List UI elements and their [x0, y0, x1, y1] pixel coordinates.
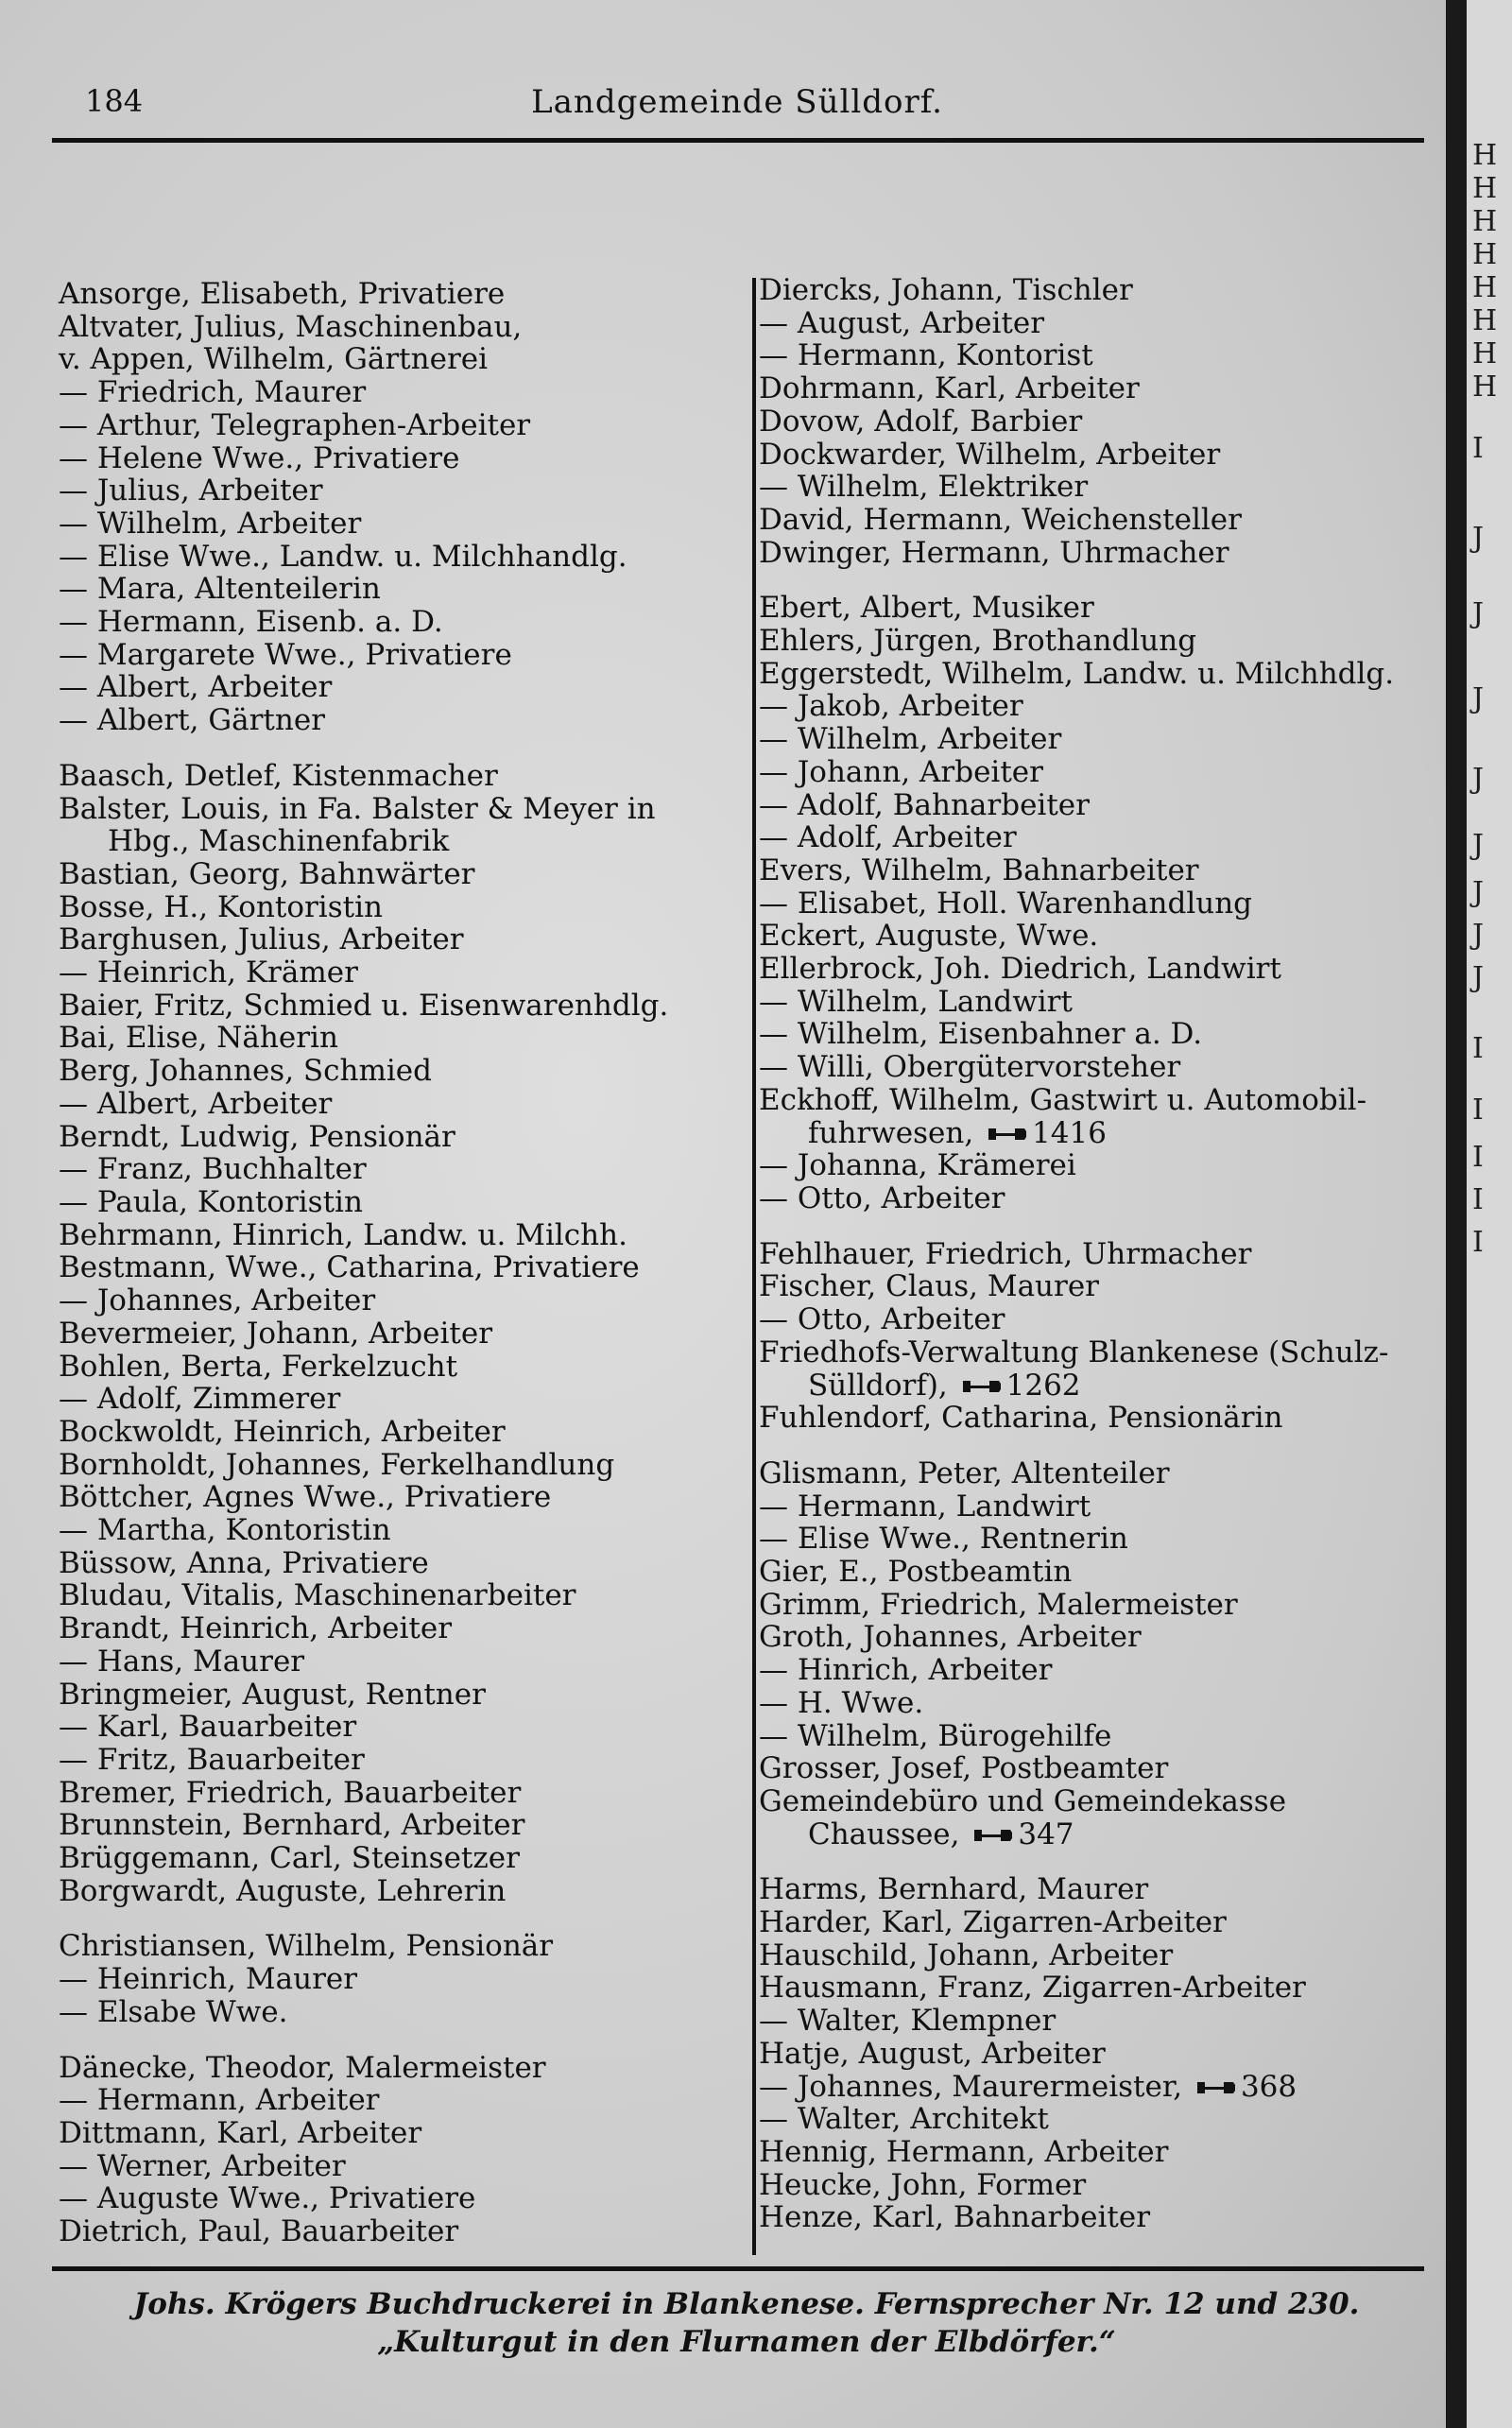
directory-entry [759, 789, 1449, 822]
entry-text: — Johannes, Arbeiter [59, 1283, 376, 1318]
directory-entry [59, 990, 739, 1023]
directory-entry [59, 1645, 739, 1679]
entry-text: Dwinger, Hermann, Uhrmacher [759, 535, 1229, 570]
entry-text: — Julius, Arbeiter [59, 474, 323, 508]
directory-entry [59, 1449, 739, 1482]
directory-entry [59, 409, 739, 442]
directory-entry [59, 1842, 739, 1875]
right-column [759, 274, 1449, 2234]
directory-entry [59, 376, 739, 409]
phone-number: 368 [1240, 2069, 1297, 2104]
directory-entry [59, 1251, 739, 1284]
directory-entry [759, 1906, 1449, 1939]
directory-entry [759, 1654, 1449, 1687]
directory-entry [759, 1149, 1449, 1182]
spine-letter: J [1472, 829, 1485, 862]
directory-entry [59, 508, 739, 541]
entry-text: — Paula, Kontoristin [59, 1184, 363, 1219]
directory-entry [759, 1523, 1449, 1556]
directory-entry [59, 891, 739, 924]
entry-text: Bestmann, Wwe., Catharina, Privatiere [59, 1250, 640, 1285]
entry-text: Baasch, Detlef, Kistenmacher [59, 758, 498, 793]
directory-entry [759, 1589, 1449, 1622]
entry-text: Henze, Karl, Bahnarbeiter [759, 2200, 1151, 2235]
entry-text: — Johanna, Krämerei [759, 1148, 1076, 1183]
directory-entry [759, 1117, 1449, 1150]
entry-text: Berg, Johannes, Schmied [59, 1054, 432, 1089]
entry-text: — Wilhelm, Bürogehilfe [759, 1718, 1112, 1753]
entry-text: — Johannes, Maurermeister, [759, 2069, 1183, 2104]
entry-text: — Wilhelm, Elektriker [759, 470, 1089, 505]
entry-text: Hauschild, Johann, Arbeiter [759, 1937, 1174, 1972]
directory-entry [759, 1051, 1449, 1084]
directory-entry [59, 573, 739, 606]
directory-entry [59, 1679, 739, 1712]
directory-entry [59, 1383, 739, 1416]
spine-letter: H [1472, 139, 1498, 172]
entry-text: — Adolf, Arbeiter [759, 820, 1017, 855]
header-rule [52, 138, 1424, 143]
telephone-icon [961, 1378, 1003, 1395]
directory-entry [59, 923, 739, 956]
entry-text: Bohlen, Berta, Ferkelzucht [59, 1349, 458, 1384]
spine-letter: H [1472, 370, 1498, 404]
entry-text: Bai, Elise, Näherin [59, 1021, 338, 1056]
entry-text: fuhrwesen, [808, 1115, 974, 1150]
directory-entry [759, 821, 1449, 854]
telephone-icon [1195, 2079, 1237, 2096]
entry-text: — Wilhelm, Eisenbahner a. D. [759, 1017, 1203, 1052]
entry-text: Hbg., Maschinenfabrik [108, 824, 450, 859]
entry-text: Brüggemann, Carl, Steinsetzer [59, 1841, 520, 1876]
directory-entry [759, 1018, 1449, 1051]
directory-entry [759, 2071, 1449, 2104]
entry-text: Bosse, H., Kontoristin [59, 889, 383, 924]
entry-text: Baier, Fritz, Schmied u. Eisenwarenhdlg. [59, 988, 669, 1023]
directory-entry [759, 1785, 1449, 1818]
directory-entry [759, 1369, 1449, 1403]
directory-entry [759, 405, 1449, 439]
directory-entry [759, 690, 1449, 723]
phone-number: 1262 [1005, 1368, 1081, 1403]
spine-letter: H [1472, 205, 1498, 238]
entry-text: — Walter, Architekt [759, 2102, 1049, 2137]
left-column [59, 278, 739, 2248]
directory-entry [59, 1284, 739, 1317]
entry-text: Dittmann, Karl, Arbeiter [59, 2115, 422, 2150]
directory-entry [759, 1336, 1449, 1369]
directory-entry [759, 1752, 1449, 1785]
phone-number: 1416 [1032, 1115, 1107, 1150]
directory-entry [59, 1777, 739, 1810]
entry-text: Grimm, Friedrich, Malermeister [759, 1587, 1238, 1622]
entry-text: — Willi, Obergütervorsteher [759, 1050, 1181, 1085]
directory-entry [59, 1809, 739, 1842]
directory-entry [59, 1875, 739, 1908]
entry-text: Bremer, Friedrich, Bauarbeiter [59, 1775, 522, 1810]
entry-text: Heucke, John, Former [759, 2167, 1087, 2202]
entry-text: Sülldorf), [808, 1368, 948, 1403]
entry-text: — Mara, Altenteilerin [59, 572, 381, 607]
spine-letter: J [1472, 919, 1485, 952]
directory-entry [759, 592, 1449, 625]
entry-text: — Werner, Arbeiter [59, 2148, 346, 2183]
directory-entry [759, 1457, 1449, 1490]
entry-text: Hausmann, Franz, Zigarren-Arbeiter [759, 1971, 1306, 2006]
entry-text: — Otto, Arbeiter [759, 1302, 1005, 1337]
directory-entry [759, 1939, 1449, 1972]
directory-entry [59, 541, 739, 574]
directory-entry [59, 1612, 739, 1645]
directory-entry [59, 760, 739, 793]
entry-text: Balster, Louis, in Fa. Balster & Meyer in [59, 791, 656, 826]
page-header [57, 83, 1418, 130]
directory-entry [759, 658, 1449, 691]
directory-entry [759, 986, 1449, 1019]
entry-text: Eckert, Auguste, Wwe. [759, 919, 1099, 954]
directory-entry [59, 606, 739, 639]
entry-text: Berndt, Ludwig, Pensionär [59, 1119, 455, 1154]
entry-text: Fischer, Claus, Maurer [759, 1269, 1099, 1304]
entry-text: Altvater, Julius, Maschinenbau, [59, 309, 523, 344]
entry-text: Gier, E., Postbeamtin [759, 1555, 1073, 1590]
entry-text: Glismann, Peter, Altenteiler [759, 1455, 1170, 1490]
entry-text: — Elise Wwe., Rentnerin [759, 1522, 1128, 1557]
entry-text: — Margarete Wwe., Privatiere [59, 637, 512, 672]
directory-entry [59, 278, 739, 311]
spine-letter: H [1472, 304, 1498, 337]
directory-entry [59, 2215, 739, 2248]
directory-entry [759, 756, 1449, 789]
entry-text: Dietrich, Paul, Bauarbeiter [59, 2214, 459, 2249]
directory-entry [59, 825, 739, 858]
entry-text: — Elisabet, Holl. Warenhandlung [759, 886, 1253, 921]
entry-text: — Hermann, Kontorist [759, 338, 1093, 373]
entry-text: — Adolf, Zimmerer [59, 1382, 341, 1417]
directory-entry [759, 1303, 1449, 1336]
directory-entry [759, 625, 1449, 658]
directory-entry [759, 1720, 1449, 1753]
entry-text: Bringmeier, August, Rentner [59, 1677, 486, 1712]
directory-entry [759, 307, 1449, 340]
page-number: 184 [85, 83, 144, 119]
entry-text: Gemeindebüro und Gemeindekasse [759, 1783, 1287, 1818]
directory-entry [59, 1744, 739, 1777]
directory-entry [59, 311, 739, 344]
entry-text: Christiansen, Wilhelm, Pensionär [59, 1929, 554, 1964]
entry-text: — Auguste Wwe., Privatiere [59, 2181, 476, 2216]
entry-text: Grosser, Josef, Postbeamter [759, 1751, 1169, 1786]
entry-text: Behrmann, Hinrich, Landw. u. Milchh. [59, 1217, 627, 1252]
spine-letter: H [1472, 271, 1498, 304]
entry-text: Brandt, Heinrich, Arbeiter [59, 1611, 453, 1646]
entry-text: — Helene Wwe., Privatiere [59, 440, 460, 475]
directory-entry [59, 442, 739, 475]
entry-text: Fehlhauer, Friedrich, Uhrmacher [759, 1236, 1252, 1271]
entry-text: Chaussee, [808, 1817, 960, 1851]
directory-entry [759, 1084, 1449, 1117]
entry-text: — Adolf, Bahnarbeiter [759, 787, 1090, 822]
directory-entry [759, 537, 1449, 570]
directory-entry [59, 2052, 739, 2085]
directory-entry [59, 639, 739, 672]
entry-text: Hennig, Hermann, Arbeiter [759, 2134, 1169, 2169]
entry-text: — Wilhelm, Landwirt [759, 984, 1073, 1019]
entry-text: — Elsabe Wwe. [59, 1994, 288, 2029]
directory-entry [759, 887, 1449, 921]
directory-entry [59, 793, 739, 826]
directory-entry [759, 471, 1449, 504]
entry-text: Ehlers, Jürgen, Brothandlung [759, 624, 1197, 659]
entry-text: — Franz, Buchhalter [59, 1152, 367, 1187]
directory-entry [759, 2136, 1449, 2169]
entry-text: Dockwarder, Wilhelm, Arbeiter [759, 437, 1221, 472]
directory-entry [59, 956, 739, 990]
spine-letter: J [1472, 763, 1485, 796]
directory-entry [59, 2150, 739, 2183]
directory-entry [59, 1416, 739, 1449]
entry-text: — Elise Wwe., Landw. u. Milchhandlg. [59, 539, 627, 574]
directory-entry [59, 1996, 739, 2029]
entry-text: — Hermann, Landwirt [759, 1489, 1091, 1524]
directory-entry [759, 953, 1449, 986]
spine-letter: I [1472, 1226, 1484, 1259]
entry-text: — Fritz, Bauarbeiter [59, 1742, 365, 1777]
directory-entry [759, 1621, 1449, 1654]
entry-text: Eckhoff, Wilhelm, Gastwirt u. Automobil- [759, 1082, 1367, 1117]
directory-entry [59, 671, 739, 704]
entry-text: v. Appen, Wilhelm, Gärtnerei [59, 342, 489, 377]
directory-entry [59, 2182, 739, 2215]
entry-text: — Heinrich, Maurer [59, 1962, 358, 1997]
spine-letter: J [1472, 522, 1485, 555]
directory-entry [59, 858, 739, 891]
directory-entry [759, 372, 1449, 405]
spine-letter: H [1472, 238, 1498, 271]
entry-text: Böttcher, Agnes Wwe., Privatiere [59, 1480, 552, 1515]
entry-text: Bastian, Georg, Bahnwärter [59, 856, 475, 891]
directory-entry [59, 1963, 739, 1996]
entry-text: Brunnstein, Bernhard, Arbeiter [59, 1808, 525, 1843]
directory-entry [759, 2005, 1449, 2038]
footer-printer-line: Johs. Krögers Buchdruckerei in Blankenese. Fernsprecher Nr. 12 und 230. [133, 2287, 1360, 2321]
directory-entry [759, 439, 1449, 472]
column-divider [752, 278, 756, 2255]
entry-text: Diercks, Johann, Tischler [759, 273, 1133, 307]
entry-text: Eggerstedt, Wilhelm, Landw. u. Milchhdlg. [759, 656, 1395, 691]
entry-text: Ansorge, Elisabeth, Privatiere [59, 277, 506, 311]
adjacent-page-edge [1446, 0, 1512, 2428]
directory-entry [759, 1490, 1449, 1524]
directory-entry [759, 1687, 1449, 1720]
directory-entry [759, 854, 1449, 887]
entry-text: Büssow, Anna, Privatiere [59, 1545, 429, 1580]
entry-text: Harder, Karl, Zigarren-Arbeiter [759, 1905, 1227, 1940]
entry-text: — Hans, Maurer [59, 1644, 305, 1679]
spine-letter: J [1472, 597, 1485, 630]
entry-text: Hatje, August, Arbeiter [759, 2036, 1106, 2071]
directory-entry [759, 1402, 1449, 1435]
entry-text: — H. Wwe. [759, 1685, 924, 1720]
directory-entry [59, 1351, 739, 1384]
entry-text: — Hermann, Arbeiter [59, 2083, 380, 2118]
spine-letter: H [1472, 337, 1498, 370]
directory-entry [759, 1238, 1449, 1271]
telephone-icon [987, 1126, 1028, 1143]
entry-text: — Hinrich, Arbeiter [759, 1653, 1053, 1688]
directory-entry [759, 2103, 1449, 2136]
directory-entry [759, 1270, 1449, 1303]
directory-entry [759, 274, 1449, 307]
entry-text: — Walter, Klempner [759, 2004, 1057, 2039]
directory-entry [759, 1818, 1449, 1851]
entry-text: — Jakob, Arbeiter [759, 689, 1023, 724]
directory-entry [59, 1514, 739, 1547]
directory-entry [759, 2169, 1449, 2202]
entry-text: Evers, Wilhelm, Bahnarbeiter [759, 852, 1199, 887]
directory-entry [59, 1930, 739, 1963]
entry-text: — Otto, Arbeiter [759, 1180, 1005, 1215]
entry-text: — Wilhelm, Arbeiter [59, 506, 362, 541]
entry-text: — Heinrich, Krämer [59, 956, 358, 990]
entry-text: Dänecke, Theodor, Malermeister [59, 2050, 546, 2085]
directory-entry [59, 1121, 739, 1154]
directory-entry [759, 1873, 1449, 1906]
entry-text: Bludau, Vitalis, Maschinenarbeiter [59, 1578, 576, 1613]
entry-text: — Wilhelm, Arbeiter [759, 722, 1062, 757]
entry-text: Ellerbrock, Joh. Diedrich, Landwirt [759, 952, 1281, 987]
directory-entry [59, 1186, 739, 1219]
directory-entry [59, 1088, 739, 1121]
directory-entry [759, 723, 1449, 756]
directory-entry [59, 343, 739, 376]
directory-entry [59, 1317, 739, 1351]
directory-entry [59, 1153, 739, 1186]
directory-entry [59, 1579, 739, 1612]
entry-text: Bockwoldt, Heinrich, Arbeiter [59, 1414, 506, 1449]
footer-rule [52, 2266, 1424, 2271]
entry-text: — Albert, Arbeiter [59, 1086, 333, 1121]
entry-text: Friedhofs-Verwaltung Blankenese (Schulz- [759, 1335, 1389, 1369]
directory-entry [59, 2084, 739, 2117]
spine-letter: I [1472, 432, 1484, 465]
spine-letter: I [1472, 1093, 1484, 1127]
entry-text: — August, Arbeiter [759, 305, 1045, 340]
directory-entry [759, 339, 1449, 372]
entry-text: Ebert, Albert, Musiker [759, 591, 1094, 626]
directory-entry [59, 2117, 739, 2150]
directory-entry [59, 1547, 739, 1580]
entry-text: — Albert, Arbeiter [59, 670, 333, 705]
directory-entry [59, 1481, 739, 1514]
directory-entry [759, 1182, 1449, 1215]
directory-entry [759, 2201, 1449, 2234]
directory-entry [759, 1972, 1449, 2005]
directory-entry [759, 920, 1449, 953]
entry-text: — Friedrich, Maurer [59, 375, 367, 410]
spine-letter: J [1472, 961, 1485, 994]
directory-entry [759, 504, 1449, 537]
entry-text: — Johann, Arbeiter [759, 754, 1043, 789]
entry-text: — Albert, Gärtner [59, 703, 325, 738]
footer-slogan-line: „Kulturgut in den Flurnamen der Elbdörfer.“ [377, 2325, 1116, 2359]
spine-letter: H [1472, 172, 1498, 205]
entry-text: Bornholdt, Johannes, Ferkelhandlung [59, 1447, 615, 1482]
spine-letter: I [1472, 1032, 1484, 1065]
directory-entry [59, 474, 739, 508]
spine-letter: J [1472, 876, 1485, 909]
entry-text: — Karl, Bauarbeiter [59, 1710, 357, 1745]
directory-entry [759, 1556, 1449, 1589]
directory-entry [59, 1711, 739, 1744]
entry-text: Barghusen, Julius, Arbeiter [59, 922, 464, 957]
entry-text: — Hermann, Eisenb. a. D. [59, 605, 443, 640]
entry-text: Fuhlendorf, Catharina, Pensionärin [759, 1401, 1283, 1436]
spine-letter: I [1472, 1183, 1484, 1216]
spine-letter: I [1472, 1141, 1484, 1174]
entry-text: Harms, Bernhard, Maurer [759, 1872, 1149, 1907]
entry-text: Groth, Johannes, Arbeiter [759, 1620, 1142, 1655]
entry-text: David, Hermann, Weichensteller [759, 502, 1242, 537]
directory-entry [59, 704, 739, 737]
directory-entry [759, 2038, 1449, 2071]
directory-entry [59, 1055, 739, 1088]
phone-number: 347 [1018, 1817, 1074, 1851]
entry-text: — Arthur, Telegraphen-Arbeiter [59, 407, 531, 442]
entry-text: Borgwardt, Auguste, Lehrerin [59, 1873, 507, 1908]
directory-entry [59, 1022, 739, 1055]
entry-text: Bevermeier, Johann, Arbeiter [59, 1316, 493, 1351]
entry-text: Dohrmann, Karl, Arbeiter [759, 371, 1140, 406]
spine-letter: J [1472, 682, 1485, 715]
entry-text: — Martha, Kontoristin [59, 1513, 391, 1548]
entry-text: Dovow, Adolf, Barbier [759, 404, 1083, 439]
running-title: Landgemeinde Sülldorf. [531, 83, 943, 121]
telephone-icon [972, 1827, 1014, 1844]
directory-entry [59, 1219, 739, 1252]
